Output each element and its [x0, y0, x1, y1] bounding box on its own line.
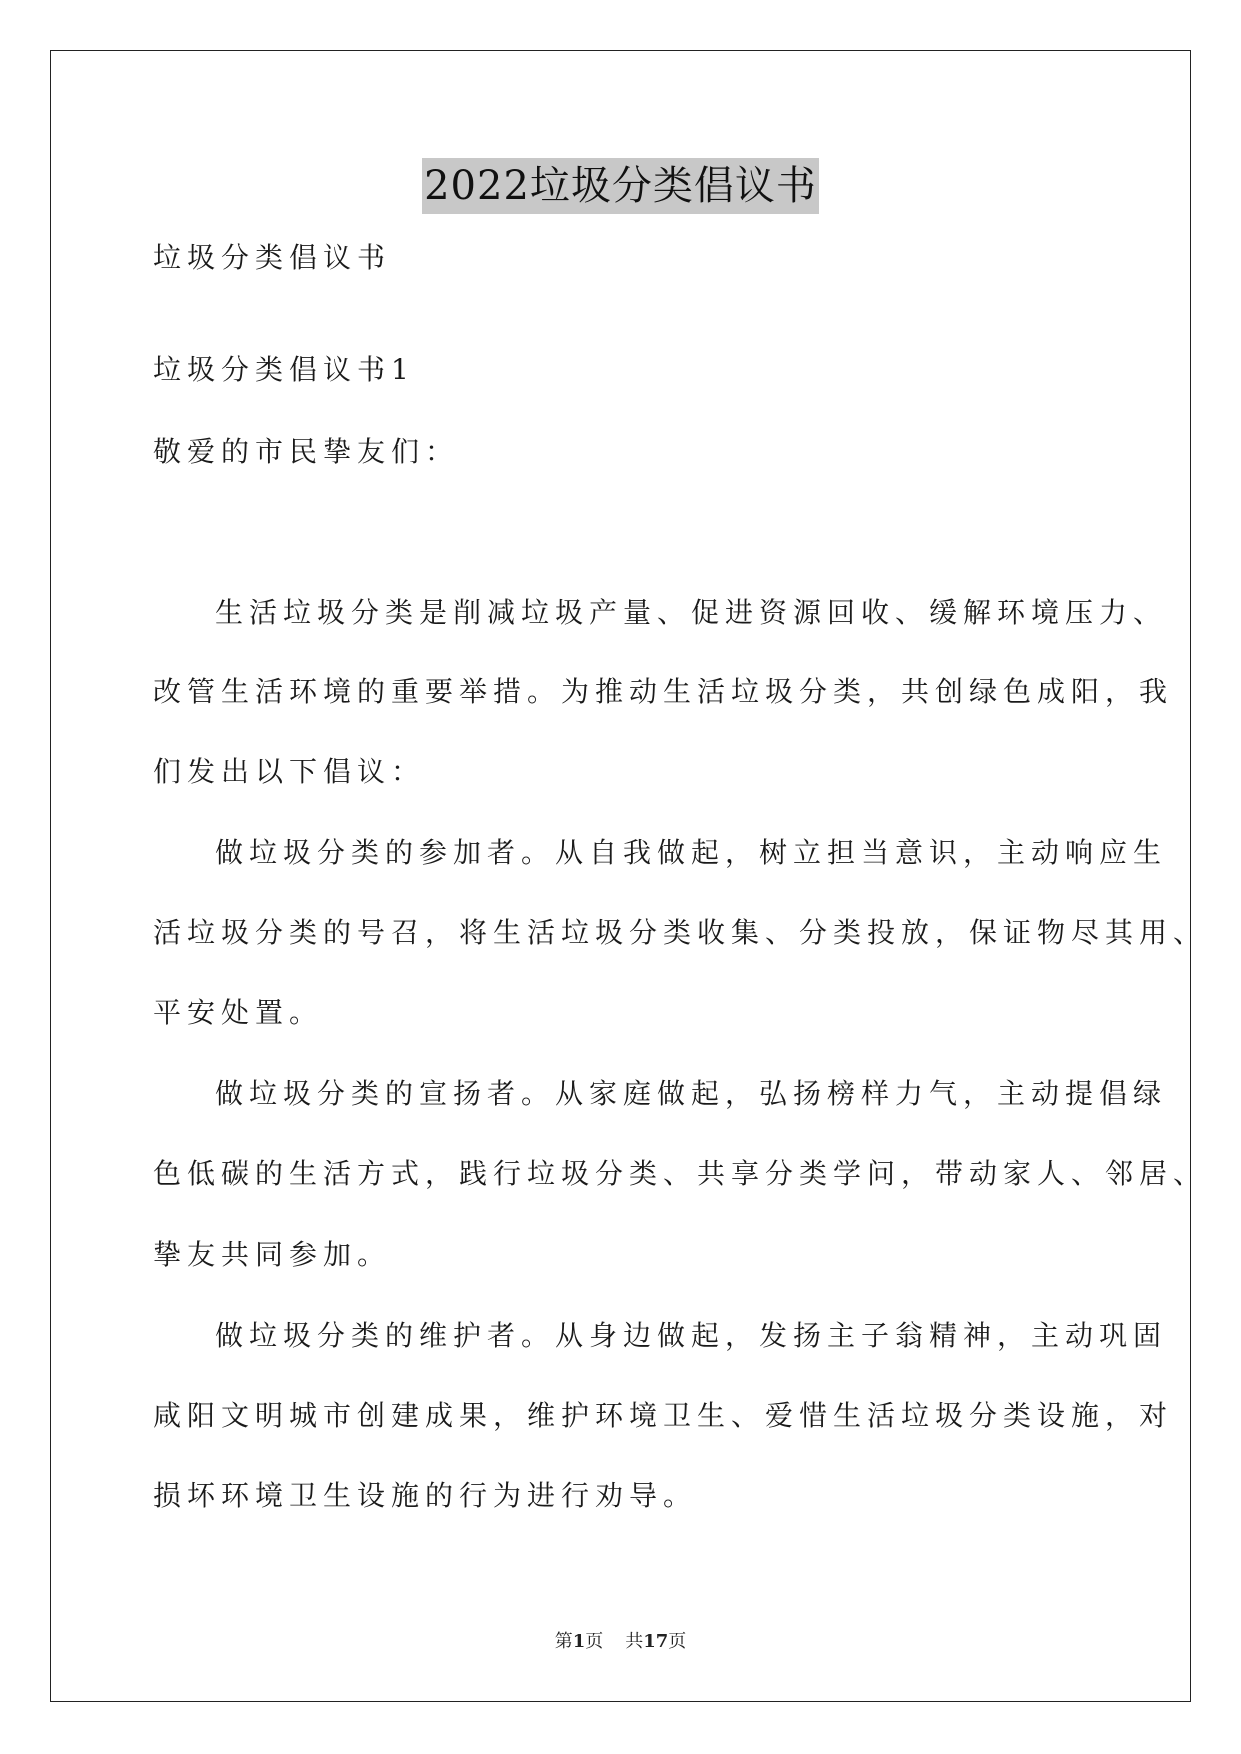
paragraph-3-line-2: 色低碳的生活方式，践行垃圾分类、共享分类学问，带动家人、邻居、: [153, 1157, 1208, 1190]
paragraph-4-line-2: 咸阳文明城市创建成果，维护环境卫生、爱惜生活垃圾分类设施，对: [153, 1399, 1174, 1432]
title-container: [0, 158, 1241, 214]
salutation: 敬爱的市民挚友们：: [153, 435, 460, 468]
page-border: [50, 50, 1191, 1702]
page-current: 1: [572, 1631, 586, 1652]
total-prefix: 共: [625, 1631, 644, 1652]
paragraph-1-line-2: 改管生活环境的重要举措。为推动生活垃圾分类，共创绿色成阳，我: [153, 675, 1174, 708]
heading-2: 垃圾分类倡议书1: [153, 353, 415, 386]
paragraph-2-line-2: 活垃圾分类的号召，将生活垃圾分类收集、分类投放，保证物尽其用、: [153, 916, 1208, 949]
paragraph-3-line-3: 挚友共同参加。: [153, 1238, 392, 1271]
total-suffix: 页: [668, 1631, 687, 1652]
document-title: 2022垃圾分类倡议书: [422, 158, 819, 214]
paragraph-4-line-1: 做垃圾分类的维护者。从身边做起，发扬主子翁精神，主动巩固: [215, 1319, 1168, 1352]
paragraph-3-line-1: 做垃圾分类的宣扬者。从家庭做起，弘扬榜样力气，主动提倡绿: [215, 1077, 1168, 1110]
page-suffix: 页: [585, 1631, 604, 1652]
paragraph-2-line-3: 平安处置。: [153, 996, 324, 1029]
paragraph-1-line-1: 生活垃圾分类是削减垃圾产量、促进资源回收、缓解环境压力、: [215, 596, 1168, 629]
paragraph-4-line-3: 损坏环境卫生设施的行为进行劝导。: [153, 1479, 698, 1512]
heading-1: 垃圾分类倡议书: [153, 241, 392, 274]
page-total: 17: [643, 1631, 669, 1652]
page-footer: [0, 1630, 1241, 1654]
paragraph-1-line-3: 们发出以下倡议：: [153, 755, 426, 788]
page-prefix: 第: [554, 1631, 573, 1652]
paragraph-2-line-1: 做垃圾分类的参加者。从自我做起，树立担当意识，主动响应生: [215, 836, 1168, 869]
